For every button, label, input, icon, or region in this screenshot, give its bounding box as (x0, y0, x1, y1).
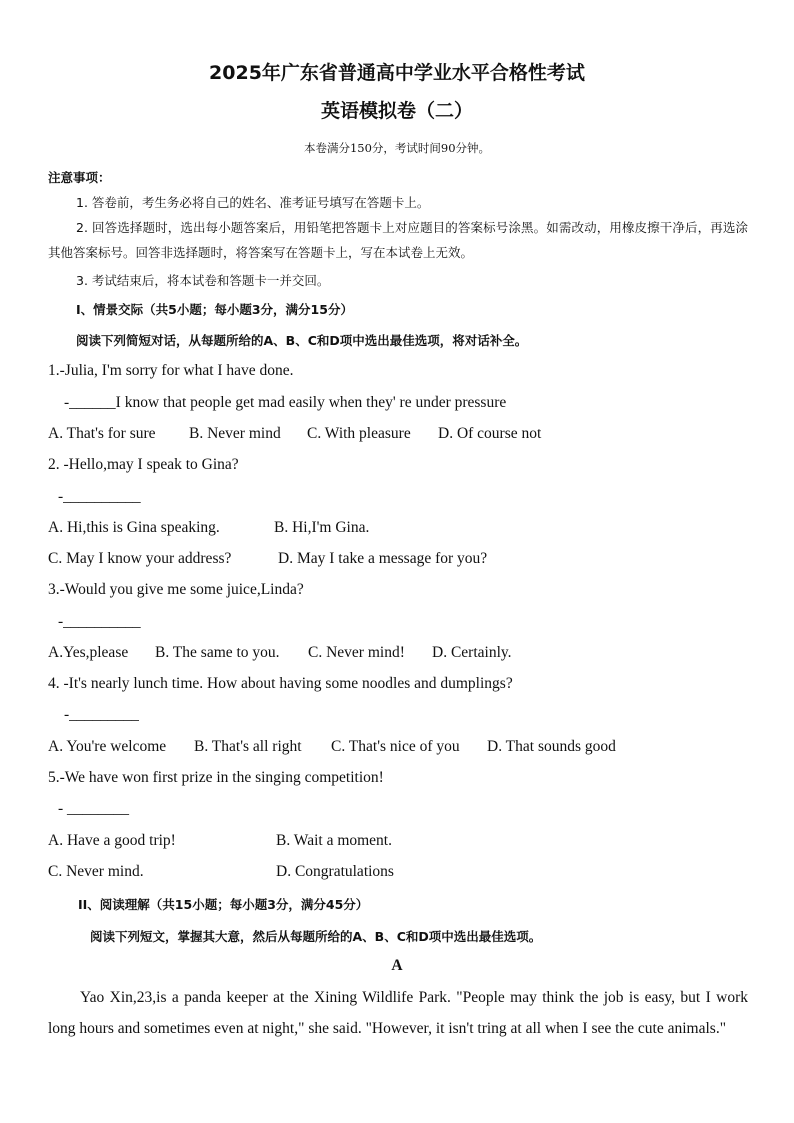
question-4-option-a: A. You're welcome (48, 738, 167, 755)
question-5-prompt: 5.-We have won first prize in the singing competition! (48, 769, 384, 786)
question-5-option-d: D. Congratulations (276, 863, 394, 880)
question-5-reply: - ________ (58, 800, 130, 817)
section2-heading: II、阅读理解（共15小题；每小题3分，满分45分） (78, 897, 369, 912)
question-2-reply: -__________ (58, 488, 141, 505)
question-1-option-b: B. Never mind (189, 425, 281, 442)
question-2-option-b: B. Hi,I'm Gina. (274, 519, 370, 536)
passage-label: A (391, 957, 403, 974)
note-item-1: 1. 答卷前，考生务必将自己的姓名、准考证号填写在答题卡上。 (76, 195, 430, 210)
page-title: 2025年广东省普通高中学业水平合格性考试 (209, 62, 585, 84)
note-item-3: 3. 考试结束后，将本试卷和答题卡一并交回。 (76, 273, 330, 288)
exam-meta: 本卷满分150分，考试时间90分钟。 (303, 141, 491, 155)
note-item-2: 2. 回答选择题时，选出每小题答案后，用铅笔把答题卡上对应题目的答案标号涂黑。如需改动，用橡皮擦干净后，再选涂其他答案标号。回答非选择题时，将答案写在答题卡上，写在本试卷上无效。 (48, 220, 748, 260)
question-3-option-d: D. Certainly. (432, 644, 512, 661)
question-5-option-a: A. Have a good trip! (48, 832, 176, 849)
question-2-option-a: A. Hi,this is Gina speaking. (48, 519, 220, 536)
question-2-option-d: D. May I take a message for you? (278, 550, 488, 567)
question-3-reply: -__________ (58, 613, 141, 630)
section2-instruction: 阅读下列短文，掌握其大意，然后从每题所给的A、B、C和D项中选出最佳选项。 (90, 929, 542, 944)
question-3-option-b: B. The same to you. (155, 644, 280, 661)
section1-heading: I、情景交际（共5小题；每小题3分，满分15分） (76, 302, 353, 317)
question-3-option-a: A.Yes,please (48, 644, 129, 661)
question-5-option-c: C. Never mind. (48, 863, 144, 880)
question-1-option-d: D. Of course not (438, 425, 542, 442)
question-2-option-c: C. May I know your address? (48, 550, 232, 567)
page-subtitle: 英语模拟卷（二） (320, 100, 473, 122)
question-4-reply: -_________ (64, 706, 139, 723)
question-2-prompt: 2. -Hello,may I speak to Gina? (48, 456, 239, 473)
question-4-prompt: 4. -It's nearly lunch time. How about having some noodles and dumplings? (48, 675, 513, 692)
question-1-option-c: C. With pleasure (307, 425, 411, 442)
question-1-prompt: 1.-Julia, I'm sorry for what I have done. (48, 362, 294, 379)
question-1-reply: -______I know that people get mad easily when they' re under pressure (64, 394, 507, 411)
question-4-option-b: B. That's all right (194, 738, 302, 755)
notes-heading: 注意事项： (48, 170, 111, 185)
question-3-prompt: 3.-Would you give me some juice,Linda? (48, 581, 304, 598)
section1-instruction: 阅读下列简短对话，从每题所给的A、B、C和D项中选出最佳选项，将对话补全。 (76, 333, 528, 348)
question-1-option-a: A. That's for sure (48, 425, 156, 442)
question-4-option-d: D. That sounds good (487, 738, 616, 755)
passage-text: Yao Xin,23,is a panda keeper at the Xining Wildlife Park. "People may think the job is easy, but I work long hours and sometimes even at night," she said. "However, it isn't tring at all when I see the cute animals." (48, 989, 748, 1037)
question-3-option-c: C. Never mind! (308, 644, 405, 661)
question-4-option-c: C. That's nice of you (331, 738, 460, 755)
question-5-option-b: B. Wait a moment. (276, 832, 392, 849)
